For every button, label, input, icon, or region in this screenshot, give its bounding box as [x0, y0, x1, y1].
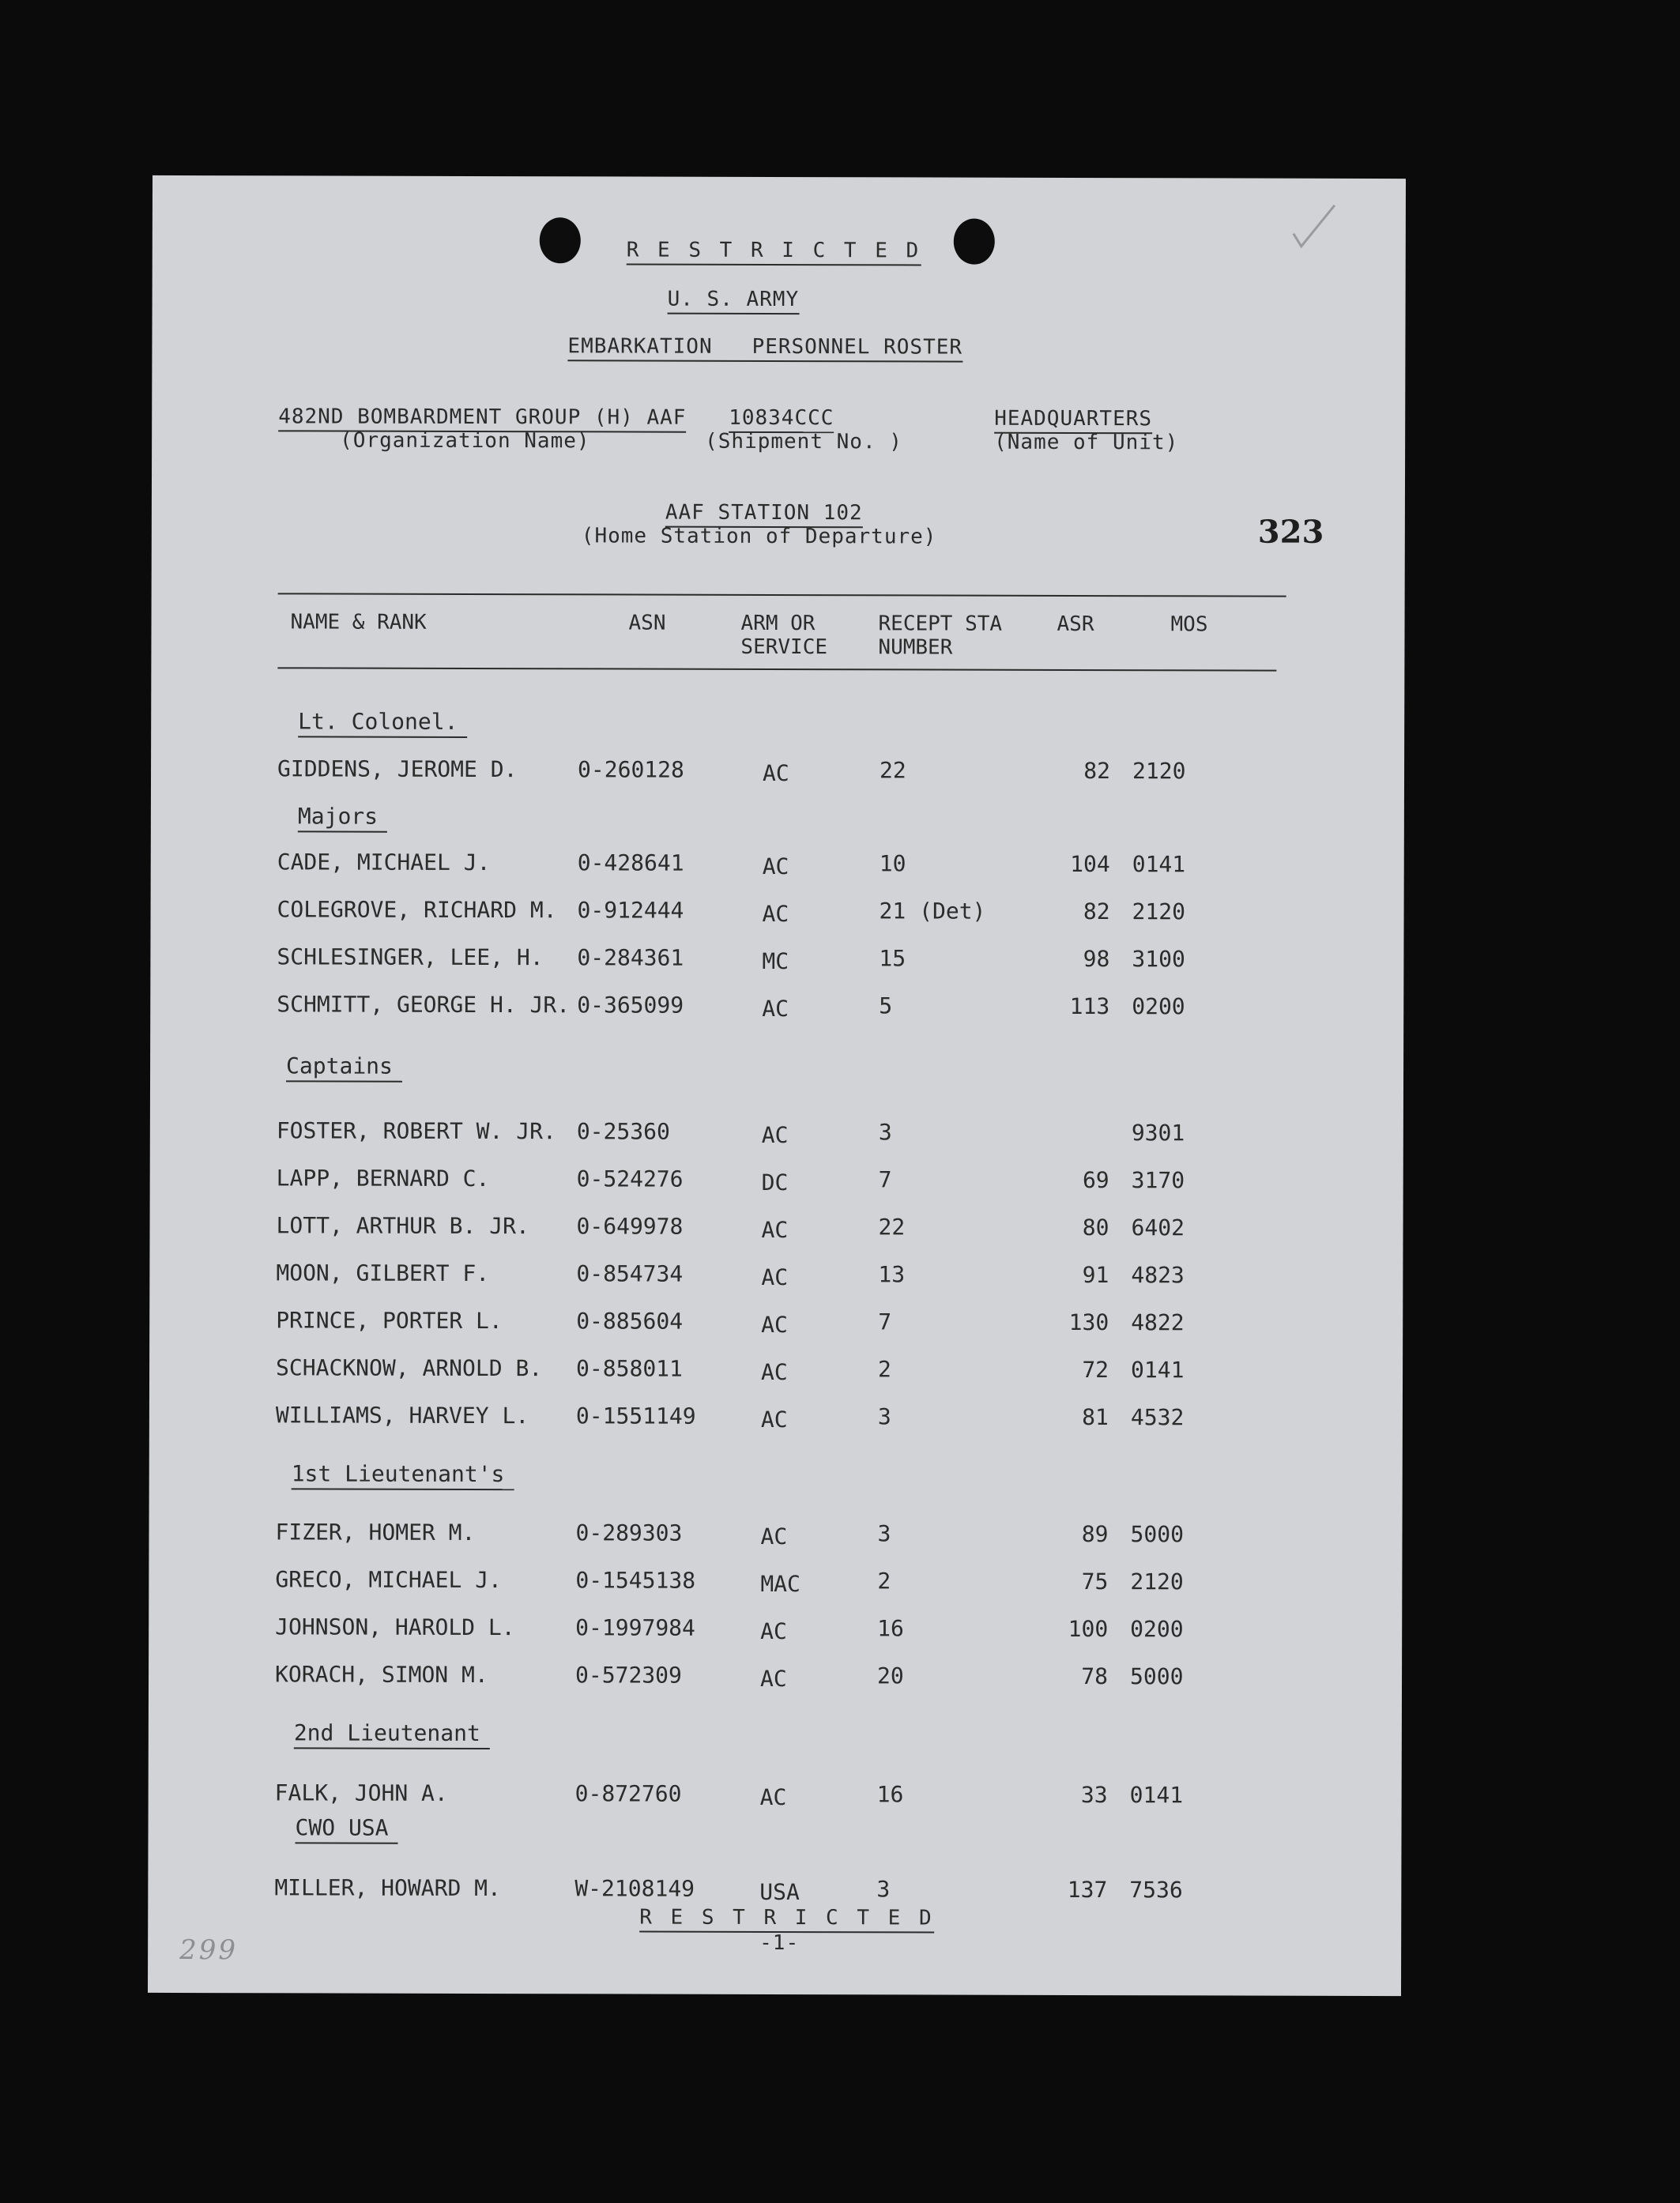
officer-name: FOSTER, ROBERT W. JR.: [276, 1117, 556, 1145]
column-header-arm-2: SERVICE: [740, 635, 828, 660]
arm-service-value: AC: [762, 900, 789, 928]
asn-value: 0-524276: [576, 1166, 684, 1192]
rank-heading: CWO USA: [295, 1814, 397, 1843]
column-header-recept-1: RECEPT STA: [878, 612, 1003, 636]
officer-name: MOON, GILBERT F.: [276, 1260, 490, 1287]
arm-service-value: AC: [761, 1121, 789, 1149]
recept-sta-number: 21 (Det): [879, 898, 986, 925]
arm-service-value: AC: [759, 1783, 787, 1811]
recept-sta-number: 16: [877, 1615, 904, 1642]
rank-heading: 1st Lieutenant's: [292, 1460, 514, 1490]
asr-value: 113: [1069, 992, 1110, 1020]
asr-value: 33: [1080, 1782, 1108, 1809]
rank-heading: 2nd Lieutenant: [294, 1719, 490, 1749]
asn-value: 0-912444: [577, 897, 684, 924]
asr-value: 130: [1068, 1309, 1109, 1336]
asn-value: 0-885604: [576, 1308, 684, 1335]
officer-name: KORACH, SIMON M.: [275, 1661, 488, 1689]
pencil-archive-number: 299: [179, 1934, 239, 1967]
mos-value: 0141: [1132, 851, 1186, 878]
mos-value: 4823: [1131, 1262, 1185, 1289]
recept-sta-number: 7: [878, 1309, 892, 1335]
arm-service-value: DC: [761, 1169, 789, 1196]
officer-name: GRECO, MICHAEL J.: [275, 1566, 502, 1594]
mos-value: 2120: [1132, 898, 1186, 925]
recept-sta-number: 22: [878, 1214, 906, 1241]
asr-value: 100: [1068, 1615, 1109, 1643]
column-header-name: NAME & RANK: [290, 610, 427, 635]
officer-name: LAPP, BERNARD C.: [276, 1165, 490, 1192]
arm-service-value: AC: [759, 1665, 787, 1693]
asn-value: 0-365099: [577, 992, 684, 1019]
asn-value: 0-260128: [578, 756, 684, 783]
recept-sta-number: 16: [876, 1781, 904, 1808]
asn-value: 0-289303: [575, 1520, 683, 1546]
column-header-asr: ASR: [1057, 612, 1094, 637]
recept-sta-number: 3: [877, 1403, 891, 1430]
roster-title: EMBARKATION PERSONNEL ROSTER: [567, 334, 962, 362]
recept-sta-number: 2: [877, 1568, 891, 1595]
asn-value: 0-649978: [576, 1213, 684, 1240]
asr-value: 104: [1070, 850, 1110, 878]
mos-value: 0141: [1129, 1782, 1184, 1809]
shipment-number: 10834CCC: [729, 406, 834, 433]
column-header-asn: ASN: [628, 611, 666, 635]
organization-caption: (Organization Name): [340, 428, 590, 454]
home-station-caption: (Home Station of Departure): [581, 524, 937, 549]
mos-value: 6402: [1131, 1214, 1185, 1241]
asr-value: 89: [1081, 1521, 1109, 1548]
column-header-rule: [277, 667, 1276, 671]
asn-value: 0-1545138: [575, 1567, 696, 1594]
classification-footer: R E S T R I C T E D: [639, 1906, 935, 1934]
asr-value: 81: [1082, 1404, 1109, 1431]
table-top-rule: [278, 593, 1286, 597]
recept-sta-number: 5: [879, 992, 893, 1019]
recept-sta-number: 3: [877, 1520, 891, 1547]
mos-value: 4532: [1130, 1404, 1185, 1431]
home-station: AAF STATION 102: [665, 501, 863, 529]
officer-name: SCHACKNOW, ARNOLD B.: [276, 1354, 543, 1382]
classification-header: R E S T R I C T E D: [627, 238, 922, 265]
asr-value: 75: [1081, 1568, 1109, 1595]
organization-name: 482ND BOMBARDMENT GROUP (H) AAF: [278, 405, 686, 432]
shipment-caption: (Shipment No. ): [705, 429, 902, 454]
asr-value: 78: [1081, 1663, 1109, 1690]
asr-value: 80: [1082, 1214, 1109, 1241]
arm-service-value: AC: [761, 1216, 789, 1244]
officer-name: GIDDENS, JEROME D.: [277, 755, 518, 783]
recept-sta-number: 20: [877, 1663, 904, 1689]
asn-value: 0-284361: [577, 944, 684, 971]
arm-service-value: AC: [762, 995, 789, 1022]
arm-service-value: AC: [762, 853, 789, 880]
asn-value: 0-1551149: [575, 1403, 696, 1429]
mos-value: 5000: [1130, 1663, 1184, 1690]
officer-name: LOTT, ARTHUR B. JR.: [276, 1212, 529, 1240]
mos-value: 5000: [1130, 1521, 1184, 1548]
officer-name: MILLER, HOWARD M.: [274, 1874, 501, 1902]
asn-value: 0-872760: [574, 1780, 682, 1807]
rank-heading: Captains: [286, 1053, 402, 1082]
officer-name: FIZER, HOMER M.: [275, 1519, 476, 1546]
recept-sta-number: 22: [880, 757, 906, 784]
unit-name: HEADQUARTERS: [994, 407, 1152, 435]
mos-value: 4822: [1131, 1309, 1185, 1336]
mos-value: 2120: [1130, 1568, 1184, 1595]
asn-value: 0-428641: [577, 849, 684, 876]
arm-service-value: AC: [760, 1617, 787, 1645]
asn-value: 0-572309: [575, 1662, 682, 1689]
mos-value: 3100: [1132, 946, 1185, 973]
rank-heading: Lt. Colonel.: [298, 708, 467, 738]
punch-hole-left: [540, 217, 581, 263]
officer-name: FALK, JOHN A.: [274, 1779, 448, 1806]
document-page: [148, 175, 1406, 1996]
pencil-check-mark: [1290, 202, 1338, 250]
recept-sta-number: 15: [879, 945, 906, 972]
unit-caption: (Name of Unit): [994, 430, 1179, 455]
page-number: -1-: [759, 1930, 800, 1956]
recept-sta-number: 2: [878, 1356, 891, 1383]
recept-sta-number: 3: [876, 1876, 891, 1903]
arm-service-value: AC: [761, 1311, 788, 1339]
recept-sta-number: 13: [878, 1261, 906, 1288]
officer-name: CADE, MICHAEL J.: [277, 849, 491, 876]
asr-value: 137: [1067, 1876, 1108, 1904]
asr-value: 91: [1082, 1262, 1109, 1289]
asn-value: W-2108149: [574, 1875, 695, 1902]
officer-name: COLEGROVE, RICHARD M.: [277, 896, 557, 924]
officer-name: SCHLESINGER, LEE, H.: [277, 943, 544, 971]
arm-service-value: AC: [761, 1358, 788, 1386]
mos-value: 3170: [1131, 1167, 1185, 1194]
arm-service-value: MC: [762, 947, 789, 975]
asr-value: 82: [1083, 898, 1110, 925]
rank-heading: Majors: [298, 803, 387, 832]
mos-value: 0141: [1131, 1357, 1185, 1384]
asr-value: 98: [1083, 946, 1110, 973]
column-header-recept-2: NUMBER: [878, 635, 953, 660]
arm-service-value: AC: [760, 1406, 788, 1433]
officer-name: PRINCE, PORTER L.: [276, 1307, 503, 1335]
asn-value: 0-854734: [576, 1260, 684, 1287]
asn-value: 0-1997984: [575, 1614, 695, 1641]
asr-value: 69: [1082, 1167, 1109, 1194]
mos-value: 0200: [1130, 1616, 1184, 1643]
punch-hole-right: [954, 219, 995, 265]
officer-name: JOHNSON, HAROLD L.: [275, 1614, 515, 1641]
officer-name: WILLIAMS, HARVEY L.: [275, 1402, 529, 1429]
arm-service-value: MAC: [760, 1570, 800, 1598]
mos-value: 7536: [1129, 1877, 1183, 1904]
mos-value: 2120: [1132, 758, 1186, 785]
column-header-arm-1: ARM OR: [740, 611, 816, 636]
arm-service-value: AC: [761, 1263, 789, 1291]
asn-value: 0-25360: [576, 1118, 670, 1145]
mos-value: 0200: [1132, 993, 1185, 1020]
recept-sta-number: 10: [879, 850, 906, 877]
army-title: U. S. ARMY: [668, 288, 800, 314]
asn-value: 0-858011: [576, 1355, 683, 1382]
asr-value: 82: [1083, 758, 1111, 785]
arm-service-value: AC: [760, 1523, 788, 1550]
recept-sta-number: 3: [878, 1119, 892, 1146]
mos-value: 9301: [1131, 1120, 1185, 1147]
page-stamp-number: 323: [1257, 513, 1324, 551]
arm-service-value: AC: [762, 759, 789, 787]
column-header-mos: MOS: [1170, 612, 1208, 637]
recept-sta-number: 7: [878, 1166, 892, 1193]
arm-service-value: USA: [759, 1878, 800, 1906]
officer-name: SCHMITT, GEORGE H. JR.: [277, 991, 571, 1019]
asr-value: 72: [1082, 1357, 1109, 1384]
